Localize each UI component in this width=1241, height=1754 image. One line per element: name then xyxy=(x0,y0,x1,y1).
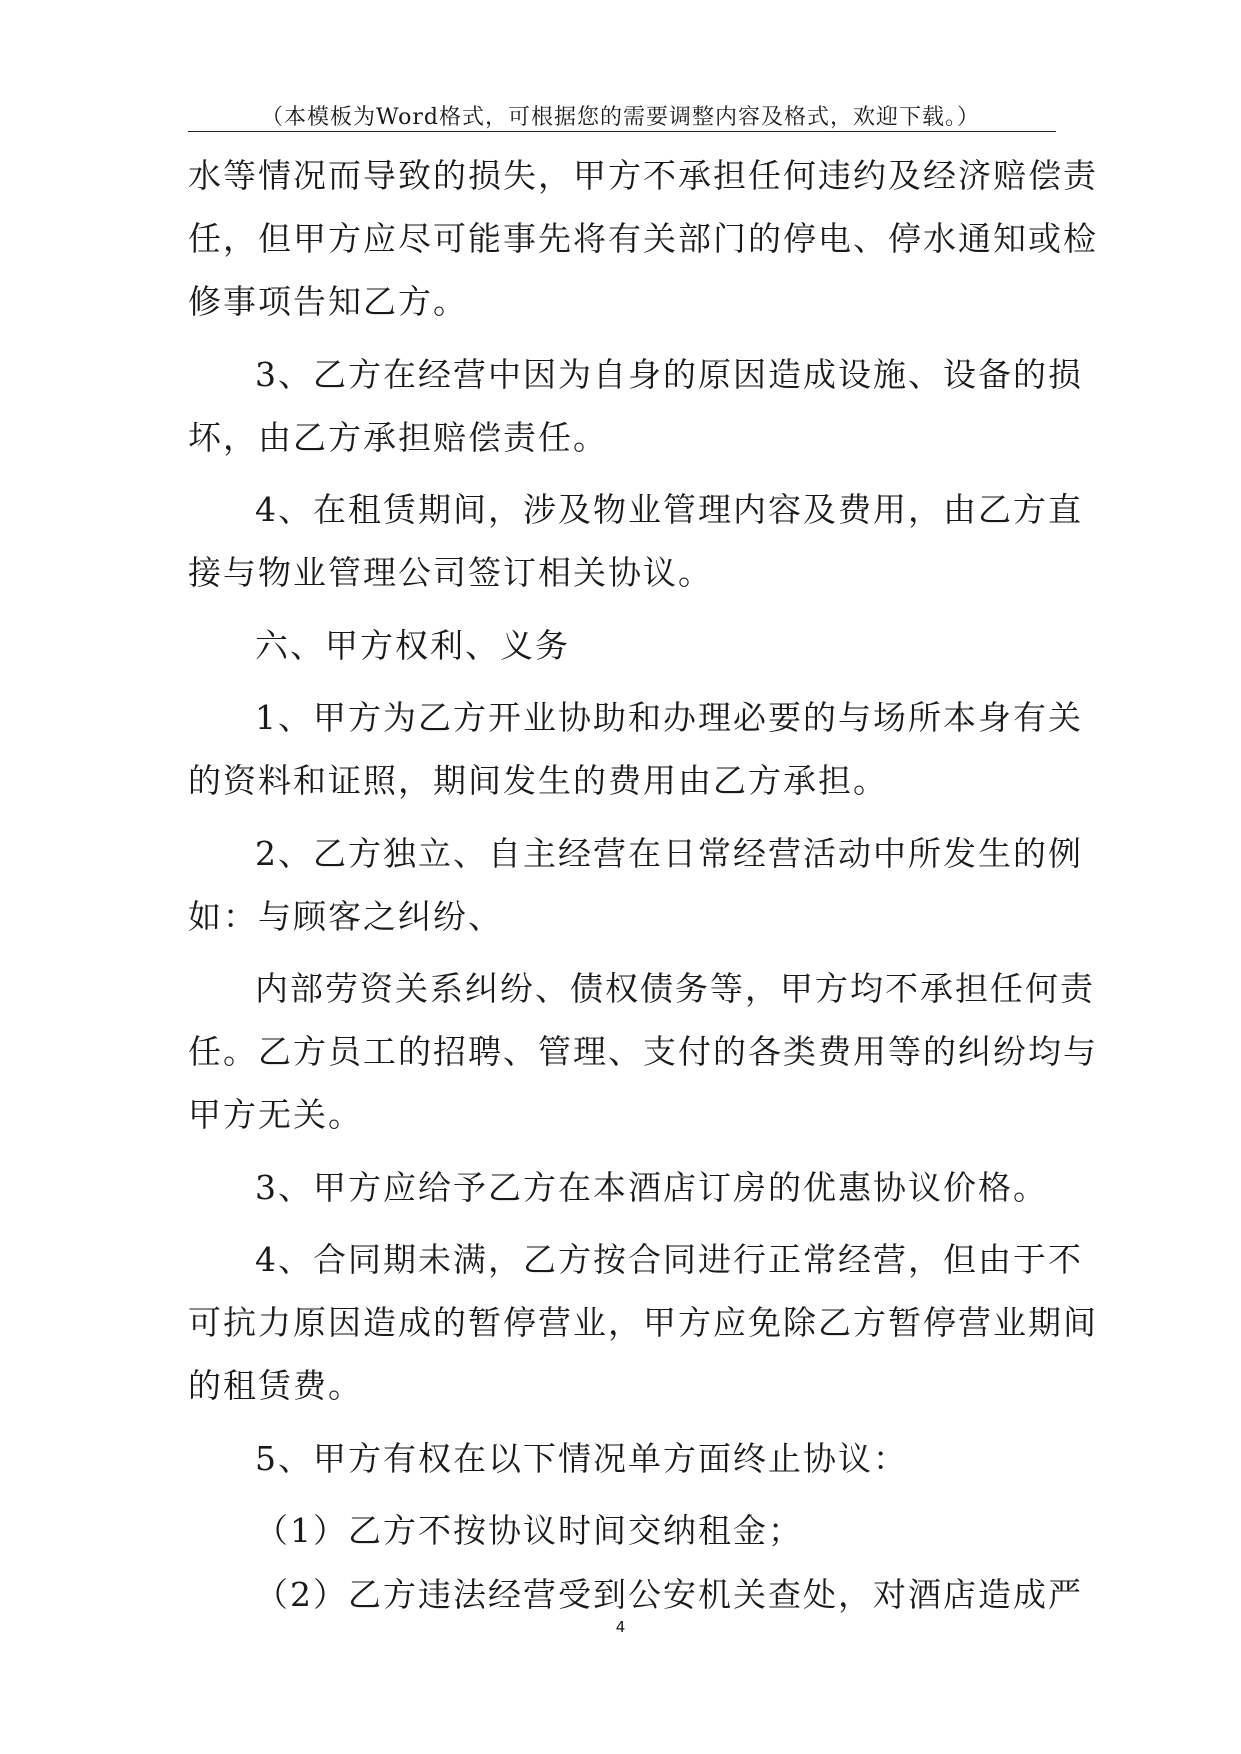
page-number: 4 xyxy=(615,1618,626,1636)
text-line: 3、乙方在经营中因为自身的原因造成设施、设备的损 xyxy=(255,355,1083,394)
text-line: 任，但甲方应尽可能事先将有关部门的停电、停水通知或检 xyxy=(188,219,1098,258)
text-line: 如：与顾客之纠纷、 xyxy=(188,897,503,936)
text-line: 坏，由乙方承担赔偿责任。 xyxy=(188,418,608,457)
text-line: 4、在租赁期间，涉及物业管理内容及费用，由乙方直 xyxy=(255,490,1083,529)
template-note: （本模板为Word格式，可根据您的需要调整内容及格式，欢迎下载。） xyxy=(261,105,980,130)
text-line: 的租赁费。 xyxy=(188,1366,363,1405)
text-line: （1）乙方不按协议时间交纳租金； xyxy=(255,1511,803,1550)
text-line: 水等情况而导致的损失，甲方不承担任何违约及经济赔偿责 xyxy=(188,156,1098,195)
text-line: 3、甲方应给予乙方在本酒店订房的优惠协议价格。 xyxy=(255,1168,1048,1207)
text-line: 的资料和证照，期间发生的费用由乙方承担。 xyxy=(188,761,888,800)
text-line: 内部劳资关系纠纷、债权债务等，甲方均不承担任何责 xyxy=(255,969,1095,1008)
text-line: 修事项告知乙方。 xyxy=(188,282,468,321)
text-line: （2）乙方违法经营受到公安机关查处，对酒店造成严 xyxy=(255,1575,1083,1614)
section-heading: 六、甲方权利、义务 xyxy=(255,626,570,665)
text-line: 任。乙方员工的招聘、管理、支付的各类费用等的纠纷均与 xyxy=(188,1032,1098,1071)
text-line: 5、甲方有权在以下情况单方面终止协议： xyxy=(255,1439,908,1478)
header-divider xyxy=(188,131,1056,132)
text-line: 可抗力原因造成的暂停营业，甲方应免除乙方暂停营业期间 xyxy=(188,1303,1098,1342)
text-line: 1、甲方为乙方开业协助和办理必要的与场所本身有关 xyxy=(255,698,1083,737)
text-line: 2、乙方独立、自主经营在日常经营活动中所发生的例 xyxy=(255,834,1083,873)
text-line: 4、合同期未满，乙方按合同进行正常经营，但由于不 xyxy=(255,1240,1083,1279)
text-line: 甲方无关。 xyxy=(188,1095,363,1134)
text-line: 接与物业管理公司签订相关协议。 xyxy=(188,553,713,592)
